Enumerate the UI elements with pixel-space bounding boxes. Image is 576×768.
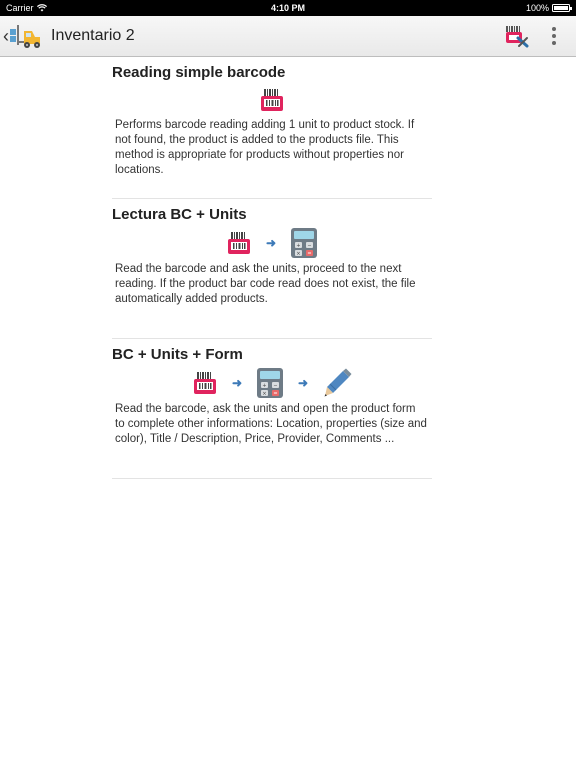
mode-barcode-units-form[interactable] [112, 339, 432, 479]
arrow-right-icon: ➜ [231, 376, 242, 390]
overflow-menu-icon[interactable] [544, 24, 564, 48]
calculator-icon [290, 227, 318, 259]
status-bar [0, 0, 576, 16]
status-time: 4:10 PM [270, 3, 305, 13]
battery-percent: 100% [525, 3, 549, 13]
svg-text:+: + [296, 243, 301, 249]
carrier-label: Carrier [6, 3, 34, 13]
back-button[interactable] [3, 23, 44, 49]
status-right [526, 3, 570, 13]
mode-simple-barcode[interactable] [112, 57, 432, 199]
svg-text:+: + [262, 383, 267, 389]
section-title: Reading simple barcode [112, 64, 286, 81]
barcode-scanner-icon [259, 88, 285, 112]
section-description: Performs barcode reading adding 1 unit to product stock. If not found, the product is added to the products file. This method is appropriate for products without properties nor locations. [115, 119, 415, 176]
section-description: Read the barcode and ask the units, proceed to the next reading. If the product bar code read does not exist, the file automatically added products. [115, 263, 416, 305]
svg-text:=: = [307, 251, 312, 257]
svg-text:−: − [307, 243, 312, 249]
barcode-settings-icon[interactable] [504, 23, 530, 49]
section-title: Lectura BC + Units [112, 206, 247, 223]
mode-barcode-units[interactable] [112, 199, 432, 339]
reading-modes-list [112, 57, 432, 479]
arrow-right-icon: ➜ [298, 376, 309, 390]
wifi-icon [37, 4, 47, 12]
app-bar [0, 16, 576, 57]
icons-row [112, 225, 432, 261]
app-title: Inventario 2 [51, 27, 135, 44]
svg-text:×: × [296, 251, 301, 257]
forklift-icon [10, 23, 44, 49]
section-description: Read the barcode, ask the units and open the product form to complete other informations: Location, properties (size and color), Title / Description, Price, Provider, Comments ... [115, 403, 427, 445]
section-title: BC + Units + Form [112, 346, 243, 363]
status-left [6, 3, 47, 13]
icons-row [112, 365, 432, 401]
svg-text:×: × [262, 391, 267, 397]
barcode-scanner-icon [192, 371, 218, 395]
barcode-scanner-icon [226, 231, 252, 255]
svg-text:=: = [273, 391, 278, 397]
calculator-icon [256, 367, 284, 399]
svg-text:−: − [273, 383, 278, 389]
chevron-left-icon: ‹ [3, 26, 9, 46]
pencil-icon [322, 368, 352, 398]
battery-icon [552, 4, 570, 12]
arrow-right-icon: ➜ [265, 236, 277, 250]
icons-row [112, 85, 432, 115]
